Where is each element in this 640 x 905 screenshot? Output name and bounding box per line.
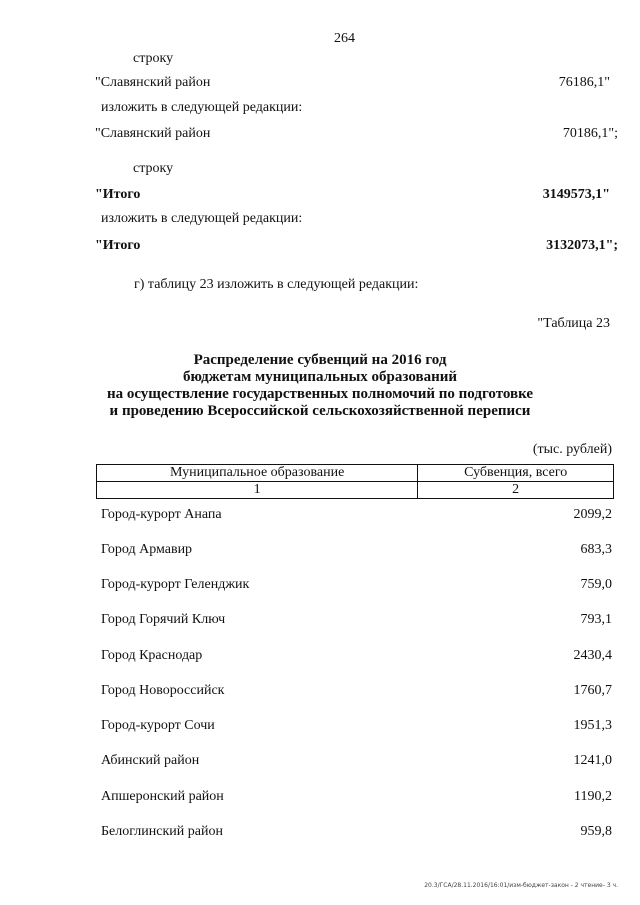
column-number-2: 2 [418,482,614,499]
table-row-name: Абинский район [101,753,200,768]
table-title [0,352,640,420]
izlozhit-text: изложить в следующей редакции: [101,211,303,226]
table-row-value: 793,1 [580,612,612,627]
table-row-value: 683,3 [580,542,612,557]
new-row-name: "Славянский район [95,126,211,141]
new-row-value: 3132073,1"; [546,238,618,253]
table-row-value: 759,0 [580,577,612,592]
table-row-name: Город Новороссийск [101,683,225,698]
table-row-name: Город-курорт Сочи [101,718,215,733]
old-row-value: 3149573,1" [542,187,610,202]
title-line: и проведению Всероссийской сельскохозяйственной переписи [109,403,531,419]
table-label: "Таблица 23 [537,316,610,331]
table-row-value: 1190,2 [574,789,612,804]
izlozhit-text: изложить в следующей редакции: [101,100,303,115]
footer-meta: 20.3/ГСА/28.11.2016/16:01/изм-бюджет-закон - 2 чтение- 3 ч. [424,882,618,889]
table-row-name: Апшеронский район [101,789,224,804]
table-row-name: Город-курорт Геленджик [101,577,250,592]
old-row-name: "Славянский район [95,75,211,90]
table-row-name: Город Армавир [101,542,193,557]
column-number-1: 1 [97,482,418,499]
table-row-value: 2430,4 [573,648,612,663]
table-row-name: Город Краснодар [101,648,203,663]
title-line: Распределение субвенций на 2016 год [193,352,447,368]
new-row-name: "Итого [95,238,141,253]
strok-label: строку [133,161,174,176]
strok-label: строку [133,51,174,66]
table-row-value: 2099,2 [573,507,612,522]
units-label: (тыс. рублей) [532,442,612,457]
table-row-name: Город-курорт Анапа [101,507,222,522]
new-row-value: 70186,1"; [562,126,618,141]
table-row-name: Белоглинский район [101,824,223,839]
table-row-value: 959,8 [580,824,612,839]
column-header-municipality: Муниципальное образование [97,465,418,482]
table-header [96,464,614,499]
instruction-text: г) таблицу 23 изложить в следующей редакции: [134,277,419,292]
table-row-name: Город Горячий Ключ [101,612,226,627]
title-line: на осуществление государственных полномочий по подготовке [106,386,534,402]
old-row-value: 76186,1" [558,75,610,90]
title-line: бюджетам муниципальных образований [183,369,457,385]
old-row-name: "Итого [95,187,141,202]
table-row-value: 1241,0 [573,753,612,768]
table-row-value: 1951,3 [573,718,612,733]
column-header-subvention: Субвенция, всего [418,465,614,482]
table-row-value: 1760,7 [573,683,612,698]
page-number: 264 [334,31,355,46]
